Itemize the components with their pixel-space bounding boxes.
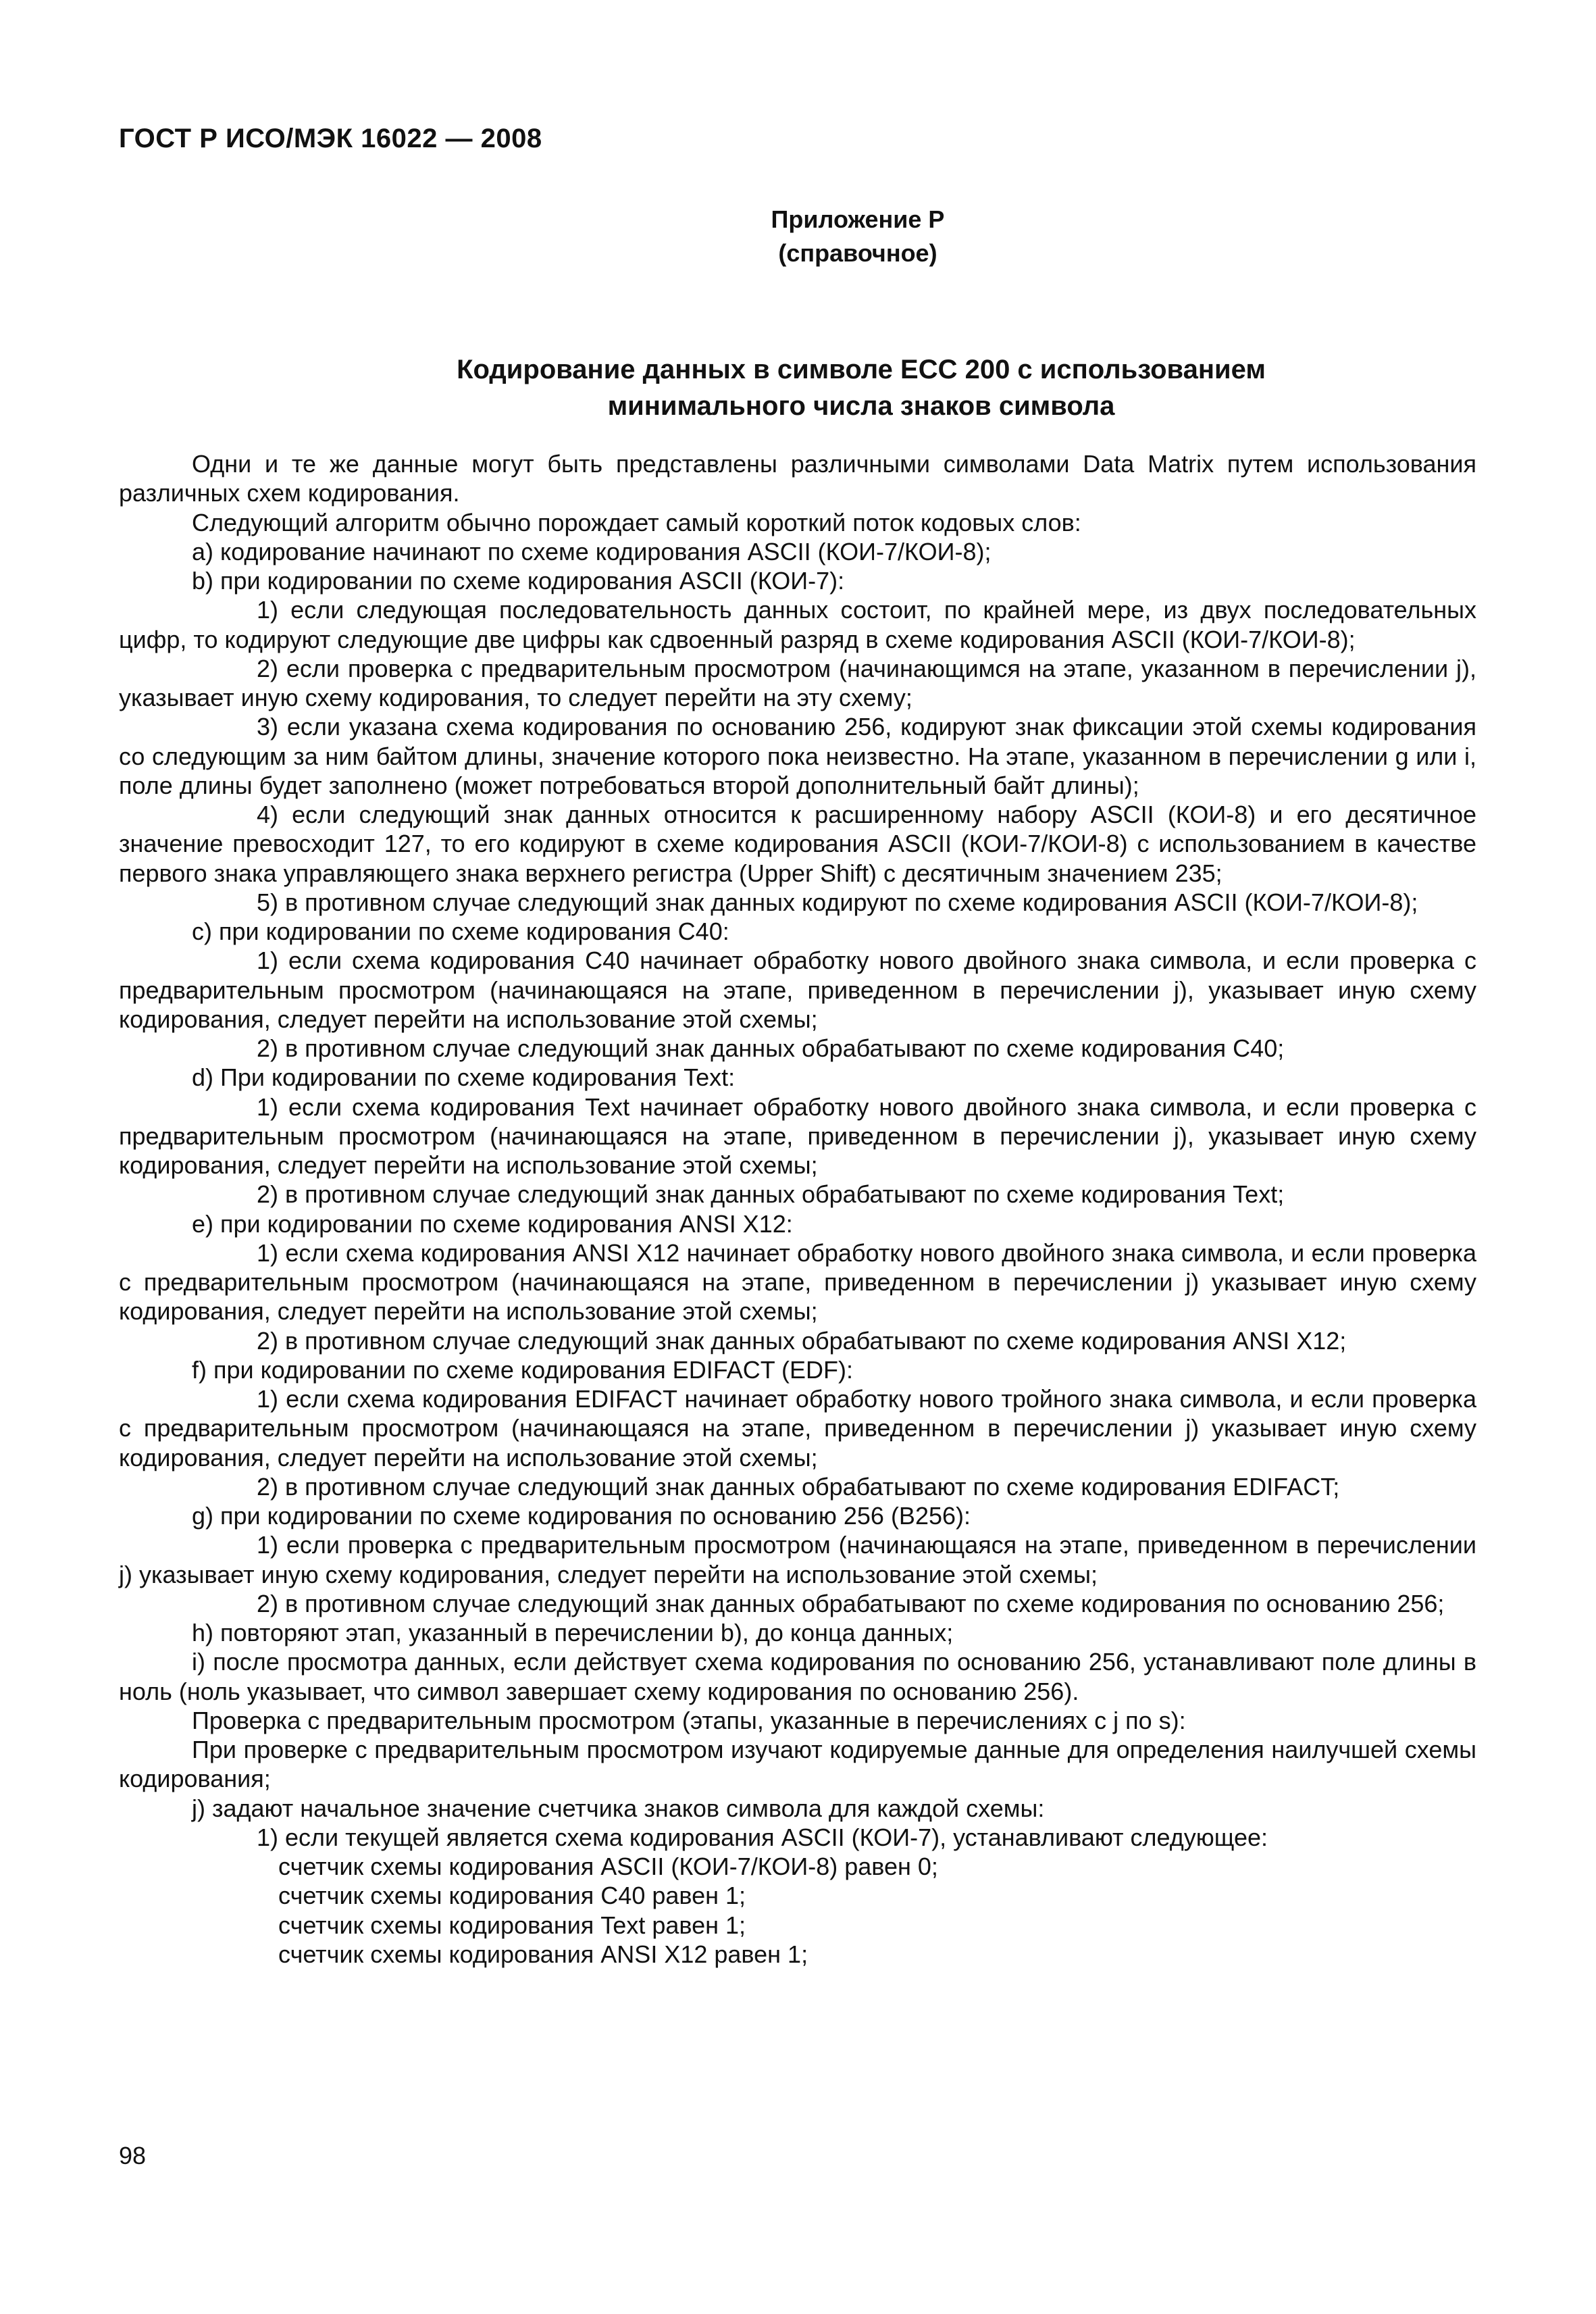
page-number: 98 [119, 2142, 147, 2169]
paragraph: 5) в противном случае следующий знак данных кодируют по схеме кодирования ASCII (КОИ-7/КОИ-8); [257, 888, 1418, 916]
paragraph: e) при кодировании по схеме кодирования ANSI X12: [192, 1209, 793, 1238]
paragraph: i) после просмотра данных, если действует схема кодирования по основанию 256, устанавливают поле длины в ноль (ноль указывает, что символ завершает схему кодирования по основанию 256). [119, 1648, 1476, 1705]
paragraph: 3) если указана схема кодирования по основанию 256, кодируют знак фиксации этой схемы кодирования со следующим за ним байтом длины, значение которого пока неизвестно. На этапе, указанном в перечислении g или i, поле длины будет заполнено (может потребоваться второй дополнительный байт длины); [119, 713, 1476, 799]
paragraph: c) при кодировании по схеме кодирования С40: [192, 917, 729, 945]
annex-label: Приложение Р [771, 205, 945, 233]
paragraph: Одни и те же данные могут быть представлены различными символами Data Matrix путем использования различных схем кодирования. [119, 450, 1476, 507]
paragraph: Следующий алгоритм обычно порождает самый короткий поток кодовых слов: [192, 508, 1081, 536]
paragraph: 2) в противном случае следующий знак данных обрабатывают по схеме кодирования С40; [257, 1034, 1285, 1062]
paragraph: 2) в противном случае следующий знак данных обрабатывают по схеме кодирования по основанию 256; [257, 1589, 1445, 1617]
paragraph: g) при кодировании по схеме кодирования по основанию 256 (В256): [192, 1502, 971, 1530]
annex-status: (справочное) [778, 239, 937, 267]
paragraph: счетчик схемы кодирования ANSI X12 равен 1; [278, 1940, 808, 1968]
annex-title [0, 351, 1596, 424]
annex-heading [0, 203, 1596, 270]
body-text [119, 449, 1476, 1969]
annex-title-line-1: Кодирование данных в символе ЕСС 200 с использованием [457, 355, 1266, 384]
paragraph: 1) если схема кодирования Text начинает обработку нового двойного знака символа, и если проверка с предварительным просмотром (начинающаяся на этапе, приведенном в перечислении j), указывает иную схему кодирования, следует перейти на использование этой схемы; [119, 1092, 1476, 1179]
paragraph: 1) если схема кодирования EDIFACT начинает обработку нового тройного знака символа, и если проверка с предварительным просмотром (начинающаяся на этапе, приведенном в перечислении j) указывает иную схему кодирования, следует перейти на использование этой схемы; [119, 1385, 1476, 1472]
paragraph: счетчик схемы кодирования С40 равен 1; [278, 1882, 746, 1910]
paragraph: d) При кодировании по схеме кодирования Text: [192, 1063, 736, 1092]
paragraph: 1) если проверка с предварительным просмотром (начинающаяся на этапе, приведенном в перечислении j) указывает иную схему кодирования, следует перейти на использование этой схемы; [119, 1531, 1476, 1588]
paragraph: 1) если следующая последовательность данных состоит, по крайней мере, из двух последовательных цифр, то кодируют следующие две цифры как сдвоенный разряд в схеме кодирования ASCII (КОИ-7/КОИ-8); [119, 596, 1476, 653]
paragraph: Проверка с предварительным просмотром (этапы, указанные в перечислениях с j по s): [192, 1706, 1186, 1734]
paragraph: h) повторяют этап, указанный в перечислении b), до конца данных; [192, 1619, 954, 1646]
paragraph: a) кодирование начинают по схеме кодирования ASCII (КОИ-7/КОИ-8); [192, 537, 992, 565]
paragraph: При проверке с предварительным просмотром изучают кодируемые данные для определения наилучшей схемы кодирования; [119, 1736, 1476, 1793]
paragraph: 1) если схема кодирования ANSI X12 начинает обработку нового двойного знака символа, и если проверка с предварительным просмотром (начинающаяся на этапе, приведенном в перечислении j) указывает иную схему кодирования, следует перейти на использование этой схемы; [119, 1238, 1476, 1326]
paragraph: f) при кодировании по схеме кодирования EDIFACT (EDF): [192, 1355, 854, 1384]
paragraph: счетчик схемы кодирования ASCII (КОИ-7/КОИ-8) равен 0; [278, 1853, 938, 1880]
paragraph: 1) если схема кодирования С40 начинает обработку нового двойного знака символа, и если проверка с предварительным просмотром (начинающаяся на этапе, приведенном в перечислении j), указывает иную схему кодирования, следует перейти на использование этой схемы; [119, 947, 1476, 1033]
paragraph: счетчик схемы кодирования Text равен 1; [278, 1911, 746, 1939]
document-header: ГОСТ Р ИСО/МЭК 16022 — 2008 [119, 124, 542, 153]
annex-title-line-2: минимального числа знаков символа [607, 391, 1115, 421]
paragraph: 2) в противном случае следующий знак данных обрабатывают по схеме кодирования ANSI X12; [257, 1326, 1347, 1355]
paragraph: 2) в противном случае следующий знак данных обрабатывают по схеме кодирования EDIFACT; [257, 1472, 1340, 1501]
paragraph: b) при кодировании по схеме кодирования ASCII (КОИ-7): [192, 567, 845, 595]
paragraph: 1) если текущей является схема кодирования ASCII (КОИ-7), устанавливают следующее: [257, 1823, 1268, 1851]
paragraph: j) задают начальное значение счетчика знаков символа для каждой схемы: [192, 1794, 1045, 1822]
paragraph: 2) если проверка с предварительным просмотром (начинающимся на этапе, указанном в перечислении j), указывает иную схему кодирования, то следует перейти на эту схему; [119, 654, 1476, 711]
paragraph: 2) в противном случае следующий знак данных обрабатывают по схеме кодирования Text; [257, 1180, 1285, 1209]
paragraph: 4) если следующий знак данных относится к расширенному набору ASCII (КОИ-8) и его десятичное значение превосходит 127, то его кодируют в схеме кодирования ASCII (КОИ-7/КОИ-8) с использованием в качестве первого знака управляющего знака верхнего регистра (Upper Shift) с десятичным значением 235; [119, 801, 1476, 887]
